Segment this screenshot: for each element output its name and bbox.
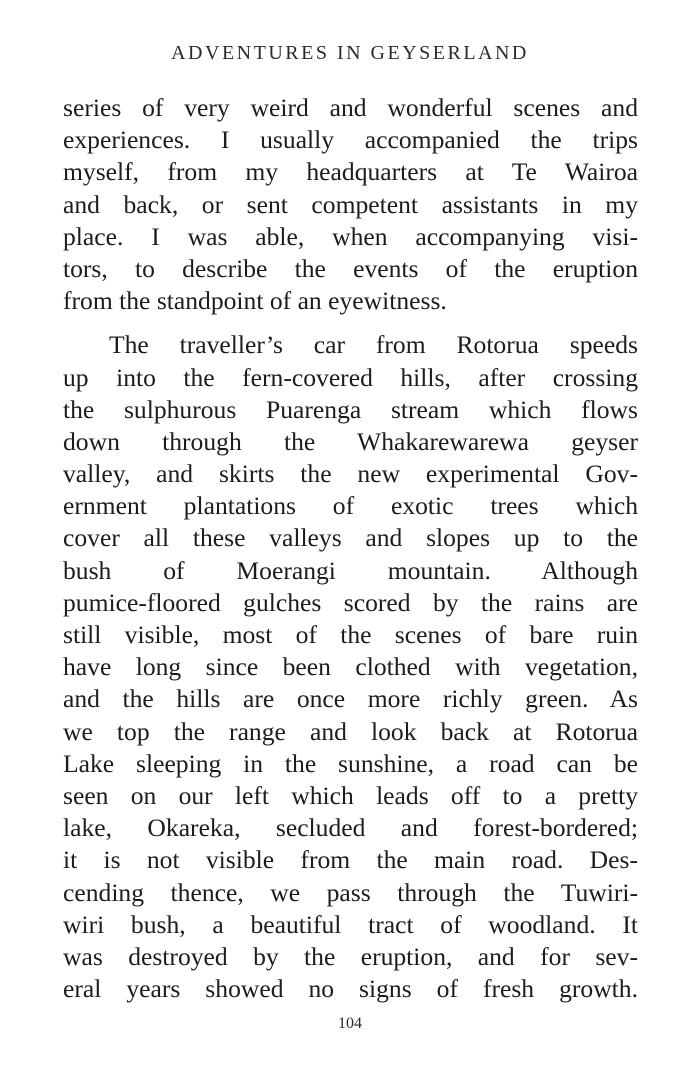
text-line: ernment plantations of exotic trees which <box>63 491 638 521</box>
text-line: wiri bush, a beautiful tract of woodland. It <box>63 909 638 939</box>
text-line: pumice-floored gulches scored by the rains are <box>63 587 638 617</box>
text-line: have long since been clothed with vegetation, <box>63 652 638 682</box>
text-line: lake, Okareka, secluded and forest-bordered; <box>63 813 638 843</box>
text-line: and the hills are once more richly green. As <box>63 684 638 714</box>
text-line: seen on our left which leads off to a pretty <box>63 780 638 810</box>
text-line: up into the fern-covered hills, after crossing <box>63 362 638 392</box>
text-line: eral years showed no signs of fresh growth. <box>63 974 638 1004</box>
paragraph <box>63 92 638 317</box>
text-line: place. I was able, when accompanying visi- <box>63 221 638 251</box>
text-line: we top the range and look back at Rotorua <box>63 716 638 746</box>
text-line: series of very weird and wonderful scenes and <box>63 93 638 122</box>
text-line: cending thence, we pass through the Tuwiri- <box>63 877 638 907</box>
body-text <box>63 92 638 1005</box>
running-header: ADVENTURES IN GEYSERLAND <box>171 42 529 64</box>
text-line: down through the Whakarewarewa geyser <box>63 426 638 456</box>
text-line: tors, to describe the events of the eruption <box>63 253 638 283</box>
text-line: from the standpoint of an eyewitness. <box>63 286 447 316</box>
text-line: it is not visible from the main road. Des- <box>63 845 638 875</box>
text-line: still visible, most of the scenes of bare ruin <box>63 620 638 649</box>
paragraph <box>63 329 638 1005</box>
paragraph-gap <box>63 317 638 329</box>
text-line: was destroyed by the eruption, and for sev- <box>63 941 638 971</box>
text-line: experiences. I usually accompanied the trips <box>63 125 638 155</box>
text-line: Lake sleeping in the sunshine, a road can be <box>63 748 638 778</box>
page-number: 104 <box>338 1015 362 1032</box>
text-line: The traveller’s car from Rotorua speeds <box>109 330 638 360</box>
text-line: and back, or sent competent assistants in my <box>63 189 638 219</box>
text-line: the sulphurous Puarenga stream which flows <box>63 394 638 424</box>
text-line: myself, from my headquarters at Te Wairoa <box>63 157 638 187</box>
text-line: valley, and skirts the new experimental Gov- <box>63 459 638 489</box>
text-line: cover all these valleys and slopes up to the <box>63 523 638 553</box>
text-line: bush of Moerangi mountain. Although <box>63 555 638 585</box>
